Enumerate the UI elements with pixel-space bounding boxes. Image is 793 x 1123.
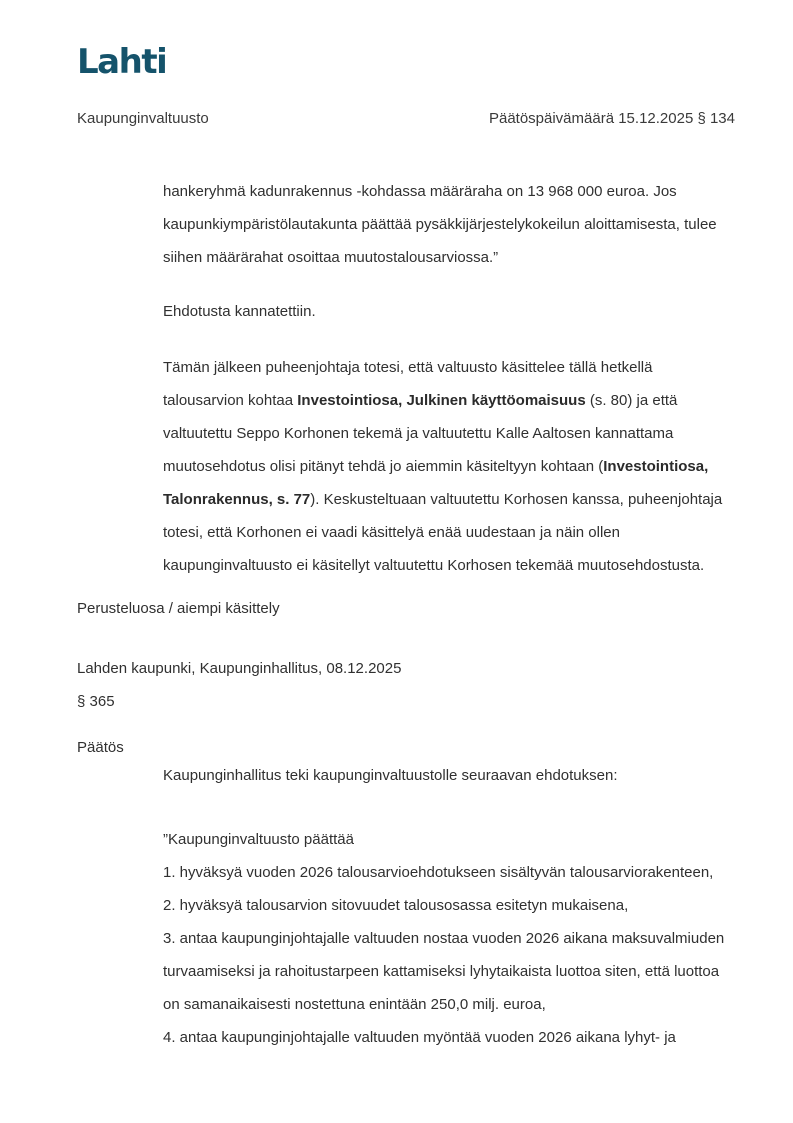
section-number: § 365: [77, 693, 115, 710]
header-org-title: Kaupunginvaltuusto: [77, 110, 209, 127]
quote-opening-line: ”Kaupunginvaltuusto päättää: [163, 831, 354, 848]
header-row: [77, 109, 735, 129]
chairman-text-1: Tämän jälkeen puheenjohtaja totesi, että valtuusto käsittelee tällä hetkellä talousarvion kohtaa: [163, 359, 653, 409]
decision-label: Päätös: [77, 739, 124, 756]
lahti-logo: Lahti: [77, 42, 167, 82]
list-item: 4. antaa kaupunginjohtajalle valtuuden myöntää vuoden 2026 aikana lyhyt- ja: [163, 1029, 676, 1046]
paragraph-chairman-statement: [163, 351, 737, 582]
list-item: 2. hyväksyä talousarvion sitovuudet talousosassa esitetyn mukaisena,: [163, 897, 629, 914]
header-decision-date: Päätöspäivämäärä 15.12.2025 § 134: [488, 110, 735, 127]
bold-investointiosa-julkinen: Investointiosa, Julkinen käyttöomaisuus: [297, 392, 586, 409]
paragraph-amendment-quote: hankeryhmä kadunrakennus -kohdassa määräraha on 13 968 000 euroa. Jos kaupunkiympäristölautakunta päättää pysäkkijärjestelykokeilun aloittamisesta, tulee siihen määrärahat osoittaa muutostalousarviossa.”: [163, 183, 717, 266]
decision-intro: Kaupunginhallitus teki kaupunginvaltuustolle seuraavan ehdotuksen:: [163, 767, 618, 784]
list-item: 3. antaa kaupunginjohtajalle valtuuden nostaa vuoden 2026 aikana maksuvalmiuden turvaamiseksi ja rahoitustarpeen kattamiseksi lyhytaikaista luottoa siten, että luottoa on samanaikaisesti nostettuna enintään 250,0 milj. euroa,: [163, 930, 725, 1013]
reference-line: Lahden kaupunki, Kaupunginhallitus, 08.12.2025: [77, 660, 402, 677]
chairman-text-2: (s. 80) ja että valtuutettu Seppo Korhonen tekemä ja valtuutettu Kalle Aaltosen kannattama muutosehdotus olisi pitänyt tehdä jo aiemmin käsiteltyyn kohtaan (: [163, 392, 678, 475]
decision-list: [163, 856, 737, 1054]
bold-investointiosa-talonrakennus: Investointiosa, Talonrakennus, s. 77: [163, 458, 709, 508]
chairman-text-3: ). Keskusteltuaan valtuutettu Korhosen kanssa, puheenjohtaja totesi, että Korhonen ei vaadi käsittelyä enää uudestaan ja näin ollen kaupunginvaltuusto ei käsitellyt valtuutettu Korhosen tekemää muutosehdostusta.: [163, 491, 723, 574]
list-item: 1. hyväksyä vuoden 2026 talousarvioehdotukseen sisältyvän talousarviorakenteen,: [163, 864, 714, 881]
document-content: [0, 175, 793, 1054]
section-heading-perusteluosa: Perusteluosa / aiempi käsittely: [77, 600, 280, 617]
paragraph-support: Ehdotusta kannatettiin.: [163, 303, 316, 320]
